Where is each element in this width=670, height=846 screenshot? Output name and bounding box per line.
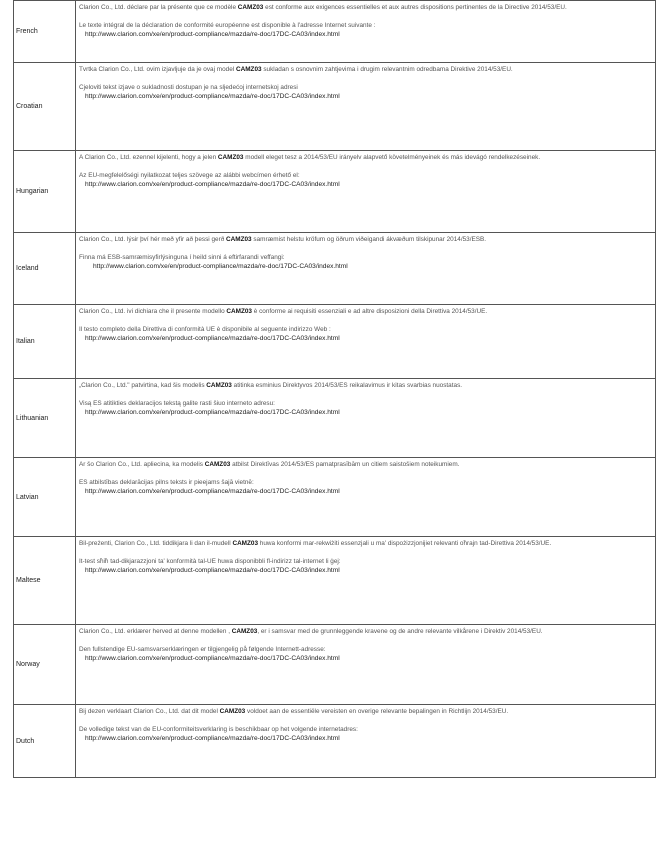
compliance-table — [13, 0, 656, 778]
declaration-text — [76, 537, 656, 625]
declaration-prefix: Tvrtka Clarion Co., Ltd. ovim izjavljuje da je ovaj model — [79, 66, 236, 73]
model-name: CAMZ03 — [232, 540, 259, 547]
model-name: CAMZ03 — [236, 66, 262, 73]
language-name: Italian — [14, 305, 76, 379]
language-name: Croatian — [14, 63, 76, 151]
model-name: CAMZ03 — [237, 4, 264, 11]
compliance-url-link[interactable]: http://www.clarion.com/xe/en/product-compliance/mazda/re-doc/17DC-CA03/index.html — [85, 488, 340, 495]
declaration-sentence — [79, 539, 652, 548]
declaration-suffix: atbilst Direktīvas 2014/53/ES pamatprasībām un citiem saistošiem noteikumiem. — [230, 461, 460, 468]
declaration-text — [76, 233, 656, 305]
full-text-note: Cjeloviti tekst izjave o sukladnosti dostupan je na sljedećoj internetskoj adresi — [79, 84, 298, 91]
declaration-text — [76, 705, 656, 778]
full-text-note: ES atbilstības deklarācijas pilns teksts ir pieejams šajā vietnē: — [79, 479, 254, 486]
declaration-suffix: modell eleget tesz a 2014/53/EU irányelv alapvető követelményeinek és más idevágó rendelkezéseinek. — [243, 154, 541, 161]
language-row — [14, 537, 656, 625]
model-name: CAMZ03 — [206, 382, 232, 389]
language-row — [14, 705, 656, 778]
model-name: CAMZ03 — [226, 308, 252, 315]
declaration-text — [76, 305, 656, 379]
declaration-sentence — [79, 307, 652, 316]
language-name: French — [14, 1, 76, 63]
language-row — [14, 63, 656, 151]
compliance-url-link[interactable]: http://www.clarion.com/xe/en/product-compliance/mazda/re-doc/17DC-CA03/index.html — [93, 263, 348, 270]
declaration-suffix: è conforme ai requisiti essenziali e ad altre disposizioni della Direttiva 2014/53/UE. — [252, 308, 488, 315]
full-text-note: Az EU-megfelelőségi nyilatkozat teljes szövege az alábbi webcímen érhető el: — [79, 172, 300, 179]
language-row — [14, 1, 656, 63]
declaration-prefix: Bil-preżenti, Clarion Co., Ltd. tiddikjara li dan il-mudell — [79, 540, 233, 547]
compliance-url-link[interactable]: http://www.clarion.com/xe/en/product-compliance/mazda/re-doc/17DC-CA03/index.html — [85, 567, 340, 574]
declaration-suffix: huwa konformi mar-rekwiżiti essenzjali u ma' dispożizzjonijiet relevanti oħrajn tad-Direttiva 2014/53/UE. — [258, 540, 552, 547]
language-row — [14, 458, 656, 537]
declaration-prefix: Clarion Co., Ltd. erklærer herved at denne modellen , — [79, 628, 232, 635]
full-text-note: De volledige tekst van de EU-conformiteitsverklaring is beschikbaar op het volgende internetadres: — [79, 726, 358, 733]
language-row — [14, 233, 656, 305]
declaration-prefix: Clarion Co., Ltd. déclare par la présente que ce modèle — [79, 4, 238, 11]
language-name: Norway — [14, 625, 76, 705]
declaration-sentence — [79, 3, 652, 12]
language-row — [14, 625, 656, 705]
declaration-suffix: est conforme aux exigences essentielles et aux autres dispositions pertinentes de la Directive 2014/53/EU. — [263, 4, 567, 11]
full-text-note: Il testo completo della Direttiva di conformità UE è disponibile al seguente indirizzo Web : — [79, 326, 331, 333]
declaration-text — [76, 151, 656, 233]
compliance-url-link[interactable]: http://www.clarion.com/xe/en/product-compliance/mazda/re-doc/17DC-CA03/index.html — [85, 409, 340, 416]
compliance-url-link[interactable]: http://www.clarion.com/xe/en/product-compliance/mazda/re-doc/17DC-CA03/index.html — [85, 335, 340, 342]
declaration-sentence — [79, 65, 652, 74]
declaration-text — [76, 625, 656, 705]
declaration-text — [76, 1, 656, 63]
declaration-sentence — [79, 460, 652, 469]
declaration-sentence — [79, 627, 652, 636]
declaration-suffix: , er i samsvar med de grunnleggende kravene og de andre relevante vilkårene i Direktiv 2014/53/EU. — [257, 628, 543, 635]
declaration-prefix: Ar šo Clarion Co., Ltd. apliecina, ka modelis — [79, 461, 205, 468]
declaration-sentence — [79, 381, 652, 390]
declaration-sentence — [79, 707, 652, 716]
declaration-suffix: samræmist helstu kröfum og öðrum viðeigandi ákvæðum tilskipunar 2014/53/ESB. — [251, 236, 487, 243]
model-name: CAMZ03 — [231, 628, 258, 635]
compliance-url-link[interactable]: http://www.clarion.com/xe/en/product-compliance/mazda/re-doc/17DC-CA03/index.html — [85, 735, 340, 742]
declaration-prefix: Bij dezen verklaart Clarion Co., Ltd. dat dit model — [79, 708, 220, 715]
full-text-note: Visą ES atitikties deklaracijos tekstą galite rasti šiuo interneto adresu: — [79, 400, 275, 407]
language-name: Lithuanian — [14, 379, 76, 458]
language-row — [14, 379, 656, 458]
declaration-text — [76, 379, 656, 458]
compliance-url-link[interactable]: http://www.clarion.com/xe/en/product-compliance/mazda/re-doc/17DC-CA03/index.html — [85, 31, 340, 38]
language-name: Maltese — [14, 537, 76, 625]
compliance-url-link[interactable]: http://www.clarion.com/xe/en/product-compliance/mazda/re-doc/17DC-CA03/index.html — [85, 93, 340, 100]
declaration-text — [76, 63, 656, 151]
language-row — [14, 151, 656, 233]
model-name: CAMZ03 — [204, 461, 231, 468]
declaration-prefix: Clarion Co., Ltd. lýsir því hér með yfir að þessi gerð — [79, 236, 227, 243]
declaration-suffix: voldoet aan de essentiële vereisten en overige relevante bepalingen in Richtlijn 2014/53/EU. — [245, 708, 509, 715]
language-name: Dutch — [14, 705, 76, 778]
full-text-note: It-test sħiħ tad-dikjarazzjoni ta' konformità tal-UE huwa disponibbli fl-indirizz tal-internet li ġej: — [79, 558, 341, 565]
declaration-text — [76, 458, 656, 537]
language-name: Latvian — [14, 458, 76, 537]
compliance-url-link[interactable]: http://www.clarion.com/xe/en/product-compliance/mazda/re-doc/17DC-CA03/index.html — [85, 181, 340, 188]
compliance-url-link[interactable]: http://www.clarion.com/xe/en/product-compliance/mazda/re-doc/17DC-CA03/index.html — [85, 655, 340, 662]
declaration-prefix: „Clarion Co., Ltd." patvirtina, kad šis modelis — [79, 382, 207, 389]
full-text-note: Den fullstendige EU-samsvarserklæringen er tilgjengelig på følgende Internett-adresse: — [79, 646, 326, 653]
full-text-note: Finna má ESB-samræmisyfirlýsinguna í heild sinni á eftirfarandi veffangi: — [79, 254, 285, 261]
declaration-sentence — [79, 235, 652, 244]
declaration-prefix: Clarion Co., Ltd. ivi dichiara che il presente modello — [79, 308, 227, 315]
declaration-suffix: sukladan s osnovnim zahtjevima i drugim relevantnim odredbama Direktive 2014/53/EU. — [261, 66, 513, 73]
declaration-sentence — [79, 153, 652, 162]
language-name: Hungarian — [14, 151, 76, 233]
language-row — [14, 305, 656, 379]
model-name: CAMZ03 — [217, 154, 244, 161]
language-name: Iceland — [14, 233, 76, 305]
model-name: CAMZ03 — [226, 236, 252, 243]
model-name: CAMZ03 — [219, 708, 246, 715]
declaration-prefix: A Clarion Co., Ltd. ezennel kijelenti, hogy a jelen — [79, 154, 218, 161]
declaration-suffix: atitinka esminius Direktyvos 2014/53/ES reikalavimus ir kitas svarbias nuostatas. — [231, 382, 463, 389]
full-text-note: Le texte intégral de la déclaration de conformité européenne est disponible à l'adresse Internet suivante : — [79, 22, 376, 29]
